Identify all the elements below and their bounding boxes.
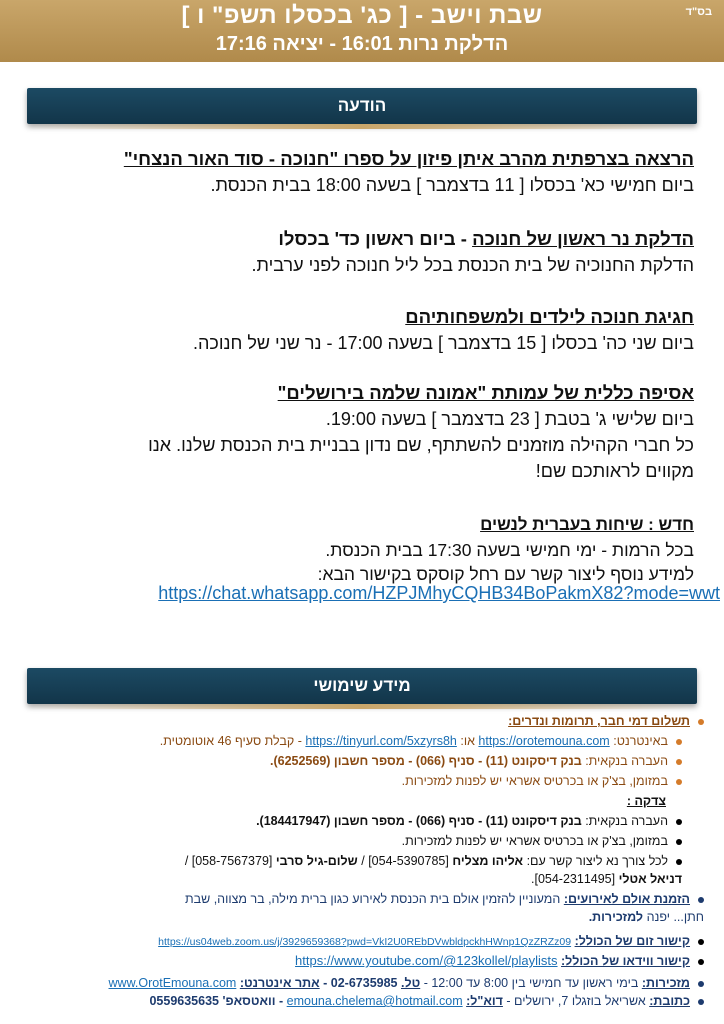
email-link[interactable]: emouna.chelema@hotmail.com [286, 994, 463, 1008]
announcement-heading: אסיפה כללית של עמותת "אמונה שלמה בירושלים" [277, 382, 694, 403]
whatsapp-group-link[interactable]: https://chat.whatsapp.com/HZPJMhyCQHB34BoPakmX82?mode=wwt [158, 583, 720, 603]
hall-label: הזמנת אולם לאירועים: [563, 892, 690, 906]
address-label: כתובת: [649, 994, 690, 1008]
announcement-line: בכל הרמות - ימי חמישי בשעה 17:30 בבית הכנסת. [325, 540, 694, 560]
email-label: דוא"ל: [466, 994, 503, 1008]
internet-prefix: באינטרנט: [613, 734, 668, 748]
header-banner [0, 0, 724, 62]
page-title: שבת וישב - [ כג' בכסלו תשפ" ו ] [181, 2, 543, 29]
section-title-announcements: הודעה [27, 88, 697, 124]
youtube-link[interactable]: https://www.youtube.com/@123kollel/playlists [295, 953, 558, 968]
announcement-heading-underlined: הדלקת נר ראשון של חנוכה [472, 228, 694, 249]
candle-times: הדלקת נרות 16:01 - יציאה 17:16 [215, 33, 509, 55]
list-item-cash-1 [14, 772, 704, 791]
announcement-heading: חדש : שיחות בעברית לנשים [480, 515, 694, 534]
announcement-line: ביום שני כה' בכסלו [ 15 בדצמבר ] בשעה 17:00 - נר שני של חנוכה. [192, 333, 694, 353]
announcement-line: ביום חמישי כא' בכסלו [ 11 בדצמבר ] בשעה 18:00 בבית הכנסת. [210, 175, 694, 195]
contact-phone: [058-7567379] / [184, 854, 273, 868]
bullet-icon [698, 959, 704, 965]
bank-prefix: העברה בנקאית: [585, 754, 668, 768]
announcement-heading [24, 226, 694, 252]
tel-label: טל. [401, 976, 421, 990]
office-site-link[interactable]: www.OrotEmouna.com [108, 976, 237, 990]
list-item-zoom [14, 932, 704, 952]
hall-text: המעוניין להזמין אולם בית הכנסת לאירוע כגון ברית מילה, בר מצווה, שבת [184, 892, 561, 906]
section-title-useful-info: מידע שימושי [27, 668, 697, 704]
announcement-4 [24, 380, 694, 484]
contact-name: אליהו מצליח [452, 854, 524, 868]
list-item-payments [14, 712, 704, 731]
bullet-icon [698, 939, 704, 945]
office-hours: בימי ראשון עד חמישי בין 8:00 עד 12:00 - [423, 976, 639, 990]
address-text: אשריאל בוזגלו 7, ירושלים - [506, 994, 646, 1008]
bullet-icon [676, 759, 682, 765]
site-link-1[interactable]: https://orotemouna.com [478, 734, 610, 748]
bullet-icon [676, 819, 682, 825]
announcement-5 [24, 512, 694, 586]
or-text: או: [460, 734, 475, 748]
bullet-icon [676, 779, 682, 785]
bank-details: בנק דיסקונט (11) - סניף (066) - מספר חשבון (6252569). [269, 754, 582, 768]
contact-name: שלום-גיל סרבי [275, 854, 358, 868]
list-item-hall [14, 890, 704, 926]
announcement-line: למידע נוסף ליצור קשר עם רחל קוסקס בקישור הבא: [317, 564, 694, 584]
bullet-icon [698, 981, 704, 987]
bullet-icon [698, 719, 704, 725]
site-link-2[interactable]: https://tinyurl.com/5xzyrs8h [305, 734, 457, 748]
announcement-heading: חגיגת חנוכה לילדים ולמשפחותיהם [405, 306, 694, 327]
list-item-contacts [14, 852, 704, 888]
bullet-icon [676, 839, 682, 845]
list-item-bank-2 [14, 812, 704, 831]
hall-text-bold: למזכירות. [588, 910, 644, 924]
list-item-youtube [14, 951, 704, 971]
list-item-office [14, 974, 704, 993]
whatsapp-label: - וואטסאפ' [222, 994, 284, 1008]
announcement-line: כל חברי הקהילה מוזמנים להשתתף, שם נדון בבניית בית הכנסת שלנו. אנו [148, 435, 694, 455]
hall-text: חתן... יפנה [646, 910, 704, 924]
whatsapp-phone: 0559635635 [149, 994, 219, 1008]
office-label: מזכירות: [641, 976, 690, 990]
youtube-label: קישור ווידאו של הכולל: [561, 954, 690, 968]
list-item-address [14, 992, 704, 1011]
bullet-icon [676, 739, 682, 745]
cash-text: במזומן, בצ'ק או בכרטיס אשראי יש לפנות למזכירות. [401, 774, 668, 788]
payments-label: תשלום דמי חבר, תרומות ונדרים: [508, 714, 690, 728]
contact-name: דניאל אטלי [618, 872, 682, 886]
bullet-icon [698, 999, 704, 1005]
site-label: אתר אינטרנט: [239, 976, 320, 990]
zoom-label: קישור זום של הכולל: [574, 934, 690, 948]
announcement-heading-rest: - ביום ראשון כד' בכסלו [278, 228, 473, 249]
tzedaka-label: צדקה : [626, 794, 666, 808]
bsd-mark: בס"ד [685, 6, 712, 18]
announcement-3 [24, 304, 694, 356]
zoom-link[interactable]: https://us04web.zoom.us/j/3929659368?pwd=VkI2U0REbDVwbldpckhHWnp1QzZRZz09 [158, 936, 572, 948]
useful-info-list [14, 712, 704, 1012]
receipt-text: - קבלת סעיף 46 אוטומטית. [159, 734, 302, 748]
list-item-bank-1 [14, 752, 704, 771]
cash-text: במזומן, בצ'ק או בכרטיס אשראי יש לפנות למזכירות. [401, 834, 668, 848]
bullet-icon [698, 897, 704, 903]
office-phone: 02-6735985 - [323, 976, 398, 990]
announcement-line: הדלקת החנוכיה של בית הכנסת בכל ליל חנוכה לפני ערבית. [251, 255, 694, 275]
bank-prefix: העברה בנקאית: [585, 814, 668, 828]
announcement-line: ביום שלישי ג' בטבת [ 23 בדצמבר ] בשעה 19:00. [325, 409, 694, 429]
announcement-heading: הרצאה בצרפתית מהרב איתן פיזון על ספרו "חנוכה - סוד האור הנצחי" [123, 148, 694, 169]
list-item-cash-2 [14, 832, 704, 851]
announcement-2 [24, 226, 694, 278]
announcement-1 [24, 146, 694, 198]
bullet-icon [676, 859, 682, 865]
tzedaka-heading [14, 792, 704, 811]
contact-phone: [054-5390785] / [361, 854, 449, 868]
announcement-line: מקווים לראותכם שם! [535, 461, 694, 481]
list-item-internet [14, 732, 704, 751]
contact-prefix: לכל צורך נא ליצור קשר עם: [526, 854, 668, 868]
bank-details: בנק דיסקונט (11) - סניף (066) - מספר חשבון (184417947). [256, 814, 582, 828]
contact-phone: [054-2311495]. [531, 872, 616, 886]
